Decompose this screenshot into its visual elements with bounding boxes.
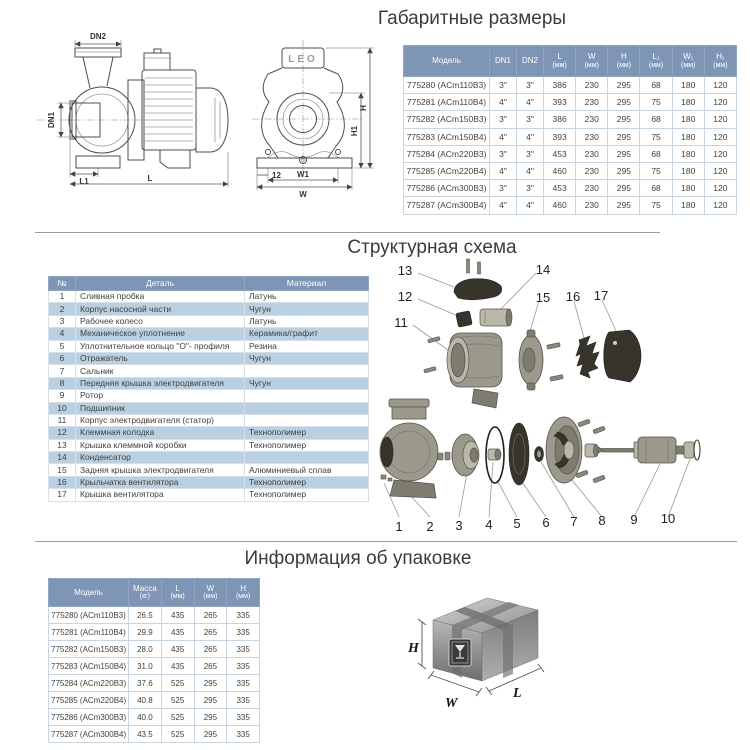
cell: 775284 (ACm220B3) (49, 675, 129, 692)
cell: Чугун (245, 303, 369, 315)
cell: 525 (161, 675, 194, 692)
cell: 295 (608, 197, 640, 214)
cell: Корпус электродвигателя (статор) (76, 414, 245, 426)
cell: 775281 (ACm110B4) (404, 94, 490, 111)
cell: 295 (608, 111, 640, 128)
packaging-table (48, 578, 260, 743)
part-number: 6 (542, 515, 550, 530)
column-header: W₁ (мм) (672, 46, 704, 77)
column-header: H₁ (мм) (704, 46, 736, 77)
header-row (49, 579, 260, 607)
cell: 435 (161, 624, 194, 641)
table-row (49, 402, 369, 414)
cell: 1 (49, 291, 76, 303)
cell: Конденсатор (76, 452, 245, 464)
dim-label-bolt: 12 (272, 171, 281, 180)
cell: 775280 (ACm110B3) (404, 77, 490, 94)
part-number: 14 (535, 262, 551, 277)
column-header: № (49, 277, 76, 291)
column-header: H (мм) (608, 46, 640, 77)
fragile-icon (449, 639, 471, 666)
cell: Алюминиевый сплав (245, 464, 369, 476)
cell: 335 (227, 692, 260, 709)
cell: 180 (672, 77, 704, 94)
table-row (404, 162, 737, 179)
table-row (49, 464, 369, 476)
part-number: 5 (513, 516, 521, 531)
part-number: 8 (598, 513, 606, 528)
table-row (404, 94, 737, 111)
section-divider (35, 232, 660, 233)
table-row (49, 726, 260, 743)
cell: 75 (640, 162, 672, 179)
section-title-packaging: Информация об упаковке (244, 548, 472, 569)
cell: 775287 (ACm300B4) (404, 197, 490, 214)
tape-strip (503, 626, 513, 678)
cell: 10 (49, 402, 76, 414)
cell: 31.0 (129, 658, 162, 675)
cell: 3" (517, 180, 544, 197)
brand-logo: LEO (288, 54, 318, 65)
part-number: 3 (455, 518, 463, 533)
cell: 775286 (ACm300B3) (404, 180, 490, 197)
part-number: 2 (426, 519, 434, 534)
column-header: Деталь (76, 277, 245, 291)
cell: Керамика/графит (245, 328, 369, 340)
mechanical-seal-part (488, 449, 501, 460)
column-header: Модель (404, 46, 490, 77)
dim-label-h1: H1 (350, 125, 359, 137)
column-header: L (мм) (544, 46, 576, 77)
cell: 435 (161, 641, 194, 658)
cell: 295 (194, 692, 227, 709)
gland-part (535, 447, 544, 462)
table-row (404, 77, 737, 94)
cell: 68 (640, 111, 672, 128)
cell: 75 (640, 197, 672, 214)
cell: Сливная пробка (76, 291, 245, 303)
cell: 3 (49, 315, 76, 327)
cell: 335 (227, 726, 260, 743)
part-number: 12 (397, 289, 413, 304)
table-row (49, 476, 369, 488)
cell: Технополимер (245, 489, 369, 501)
cell: Механическое уплотнение (76, 328, 245, 340)
cell: Технополимер (245, 476, 369, 488)
table-row (49, 439, 369, 451)
cell: Латунь (245, 291, 369, 303)
table-row (404, 145, 737, 162)
cell (245, 414, 369, 426)
table-row (404, 111, 737, 128)
drain-plug-part (381, 475, 392, 481)
cell: Чугун (245, 377, 369, 389)
exploded-parts-diagram (378, 256, 750, 556)
dim-label-h: H (359, 105, 368, 111)
cell: 435 (161, 607, 194, 624)
cell: 8 (49, 377, 76, 389)
part-number: 15 (535, 290, 551, 305)
cell: Клеммная колодка (76, 427, 245, 439)
cell: 295 (608, 180, 640, 197)
pump-side-view-drawing (36, 32, 228, 187)
cell: 386 (544, 111, 576, 128)
cell: 775280 (ACm110B3) (49, 607, 129, 624)
cell: Передняя крышка электродвигателя (76, 377, 245, 389)
cell: 525 (161, 726, 194, 743)
cell: 460 (544, 197, 576, 214)
cell: 295 (608, 128, 640, 145)
cell: 230 (576, 145, 608, 162)
column-header: Материал (245, 277, 369, 291)
cell: 75 (640, 94, 672, 111)
table-row (404, 128, 737, 145)
cell: 120 (704, 145, 736, 162)
cell: 180 (672, 180, 704, 197)
cell: Корпус насосной части (76, 303, 245, 315)
cell: Ротор (76, 390, 245, 402)
cell: 295 (194, 675, 227, 692)
cell: Крышка вентилятора (76, 489, 245, 501)
cell: 75 (640, 128, 672, 145)
cell: 265 (194, 658, 227, 675)
part-number: 7 (570, 514, 578, 529)
table-row (49, 303, 369, 315)
cell: Сальник (76, 365, 245, 377)
table-row (49, 377, 369, 389)
table-row (49, 328, 369, 340)
table-row (49, 365, 369, 377)
table-row (49, 489, 369, 501)
part-number: 10 (660, 511, 676, 526)
cell: 230 (576, 197, 608, 214)
cell: 68 (640, 145, 672, 162)
cell: 120 (704, 197, 736, 214)
table-row (49, 641, 260, 658)
column-header: Модель (49, 579, 129, 607)
column-header: W (мм) (576, 46, 608, 77)
cell: 335 (227, 675, 260, 692)
cell: 775287 (ACm300B4) (49, 726, 129, 743)
rotor-part (585, 437, 684, 463)
column-header: DN1 (490, 46, 517, 77)
cell: 15 (49, 464, 76, 476)
table-row (49, 427, 369, 439)
capacitor-part (480, 309, 512, 326)
cell: 393 (544, 128, 576, 145)
table-row (49, 658, 260, 675)
cell: 68 (640, 77, 672, 94)
table-row (49, 414, 369, 426)
cell: 386 (544, 77, 576, 94)
cell: 230 (576, 162, 608, 179)
cell: 68 (640, 180, 672, 197)
section-divider (35, 541, 737, 542)
cell: 335 (227, 607, 260, 624)
cell: 4" (490, 128, 517, 145)
cell: 120 (704, 128, 736, 145)
cell: 295 (608, 145, 640, 162)
cell: 460 (544, 162, 576, 179)
cell: 775282 (ACm150B3) (49, 641, 129, 658)
column-header: Масса (кг) (129, 579, 162, 607)
cell: 9 (49, 390, 76, 402)
cell: 265 (194, 607, 227, 624)
cell: 295 (194, 726, 227, 743)
cell: 3" (490, 111, 517, 128)
cell: 13 (49, 439, 76, 451)
cell: Технополимер (245, 427, 369, 439)
pump-dimension-drawings (30, 28, 395, 223)
packaging-box-drawing (405, 595, 600, 730)
table-row (404, 180, 737, 197)
table-row (49, 352, 369, 364)
cell: 3" (517, 111, 544, 128)
impeller-part (452, 434, 479, 476)
header-row (404, 46, 737, 77)
cell: 4" (490, 94, 517, 111)
cell: 775283 (ACm150B4) (404, 128, 490, 145)
cell: Крыльчатка вентилятора (76, 476, 245, 488)
cell: 453 (544, 145, 576, 162)
cell: 11 (49, 414, 76, 426)
cell: 3" (490, 145, 517, 162)
cell: 775285 (ACm220B4) (404, 162, 490, 179)
terminal-block-part (456, 311, 473, 328)
cell: 265 (194, 641, 227, 658)
cell: Латунь (245, 315, 369, 327)
section-title-structure: Структурная схема (347, 237, 517, 258)
cell: 775284 (ACm220B3) (404, 145, 490, 162)
box-dim-h: H (408, 641, 419, 656)
cell: 335 (227, 641, 260, 658)
cell: 230 (576, 94, 608, 111)
cell: 230 (576, 77, 608, 94)
cell: 17 (49, 489, 76, 501)
cell: 435 (161, 658, 194, 675)
cell (245, 390, 369, 402)
cell: Задняя крышка электродвигателя (76, 464, 245, 476)
cell: 775286 (ACm300B3) (49, 709, 129, 726)
dimensions-table (403, 45, 737, 215)
cell: 40.8 (129, 692, 162, 709)
part-numbers (394, 262, 675, 534)
cell: 120 (704, 77, 736, 94)
cell: 230 (576, 180, 608, 197)
cell: 4" (517, 128, 544, 145)
cell: 29.9 (129, 624, 162, 641)
table-row (49, 452, 369, 464)
cell: Уплотнительное кольцо "О"- профиля (76, 340, 245, 352)
cell: 180 (672, 145, 704, 162)
stator-body-part (424, 333, 502, 408)
cell: Крышка клеммной коробки (76, 439, 245, 451)
box-dim-w: W (445, 696, 458, 711)
cell: 4" (517, 94, 544, 111)
cell: 28.0 (129, 641, 162, 658)
cell: 335 (227, 709, 260, 726)
column-header: W (мм) (194, 579, 227, 607)
cell: 2 (49, 303, 76, 315)
cell: 775283 (ACm150B4) (49, 658, 129, 675)
cell: Резина (245, 340, 369, 352)
cell: 180 (672, 162, 704, 179)
dim-label-dn2: DN2 (89, 32, 107, 41)
cell: 40.0 (129, 709, 162, 726)
cell: 12 (49, 427, 76, 439)
cell: 180 (672, 111, 704, 128)
cell: 230 (576, 111, 608, 128)
cell: 265 (194, 624, 227, 641)
cell: 775281 (ACm110B4) (49, 624, 129, 641)
cell: 120 (704, 94, 736, 111)
cell: 5 (49, 340, 76, 352)
cell: 180 (672, 197, 704, 214)
cell: 16 (49, 476, 76, 488)
table-row (49, 390, 369, 402)
cell: 295 (608, 77, 640, 94)
box-dim-l: L (513, 686, 522, 701)
table-row (404, 197, 737, 214)
dim-label-w: W (299, 190, 307, 199)
cell: Рабочее колесо (76, 315, 245, 327)
cell: 3" (517, 145, 544, 162)
cell: 4 (49, 328, 76, 340)
cell: 230 (576, 128, 608, 145)
pump-front-view-drawing (252, 40, 374, 199)
cell: 335 (227, 624, 260, 641)
header-row (49, 277, 369, 291)
cell: 393 (544, 94, 576, 111)
cell: 3" (490, 77, 517, 94)
dim-label-l: L (147, 174, 153, 183)
column-header: L₁ (мм) (640, 46, 672, 77)
cell: 335 (227, 658, 260, 675)
table-row (49, 675, 260, 692)
cell: 7 (49, 365, 76, 377)
column-header: L (мм) (161, 579, 194, 607)
cell: 3" (490, 180, 517, 197)
table-row (49, 692, 260, 709)
box (433, 598, 538, 681)
table-row (49, 624, 260, 641)
cell: 295 (608, 94, 640, 111)
section-title-dimensions: Габаритные размеры (377, 8, 567, 29)
cell: 26.5 (129, 607, 162, 624)
cell (245, 402, 369, 414)
cell: 14 (49, 452, 76, 464)
leader-lines (384, 273, 690, 517)
fan-cover-part (604, 330, 641, 382)
rear-cover-part (519, 330, 563, 390)
cell: 120 (704, 180, 736, 197)
dim-label-l1: L1 (79, 177, 89, 186)
cell: Чугун (245, 352, 369, 364)
cell: 120 (704, 162, 736, 179)
table-row (49, 291, 369, 303)
fan-part (576, 336, 599, 378)
part-number: 4 (485, 517, 493, 532)
part-number: 1 (395, 519, 403, 534)
dim-label-dn1: DN1 (47, 111, 56, 129)
cell: 525 (161, 709, 194, 726)
cell: 525 (161, 692, 194, 709)
cell: 775282 (ACm150B3) (404, 111, 490, 128)
cell: 4" (490, 162, 517, 179)
table-row (49, 315, 369, 327)
pump-casing-part (380, 399, 438, 498)
cell: 37.6 (129, 675, 162, 692)
cell: 120 (704, 111, 736, 128)
table-row (49, 607, 260, 624)
part-number: 9 (630, 512, 638, 527)
dim-label-w1: W1 (297, 170, 309, 179)
cell: 3" (517, 77, 544, 94)
cell: 295 (608, 162, 640, 179)
part-number: 17 (593, 288, 609, 303)
cell: 6 (49, 352, 76, 364)
cell: 43.5 (129, 726, 162, 743)
cell: 180 (672, 94, 704, 111)
cell: 453 (544, 180, 576, 197)
part-number: 11 (394, 315, 408, 330)
cell: Отражатель (76, 352, 245, 364)
table-row (49, 340, 369, 352)
cell: 295 (194, 709, 227, 726)
cell: 4" (517, 197, 544, 214)
cell: 4" (517, 162, 544, 179)
part-number: 16 (565, 289, 581, 304)
cell (245, 365, 369, 377)
parts-table (48, 276, 369, 502)
column-header: DN2 (517, 46, 544, 77)
terminal-cover-part (454, 259, 502, 300)
column-header: H (мм) (227, 579, 260, 607)
cell: 180 (672, 128, 704, 145)
cell (245, 452, 369, 464)
part-number: 13 (397, 263, 413, 278)
deflector-part (509, 423, 529, 485)
table-row (49, 709, 260, 726)
cell: Подшипник (76, 402, 245, 414)
cell: Технополимер (245, 439, 369, 451)
cell: 4" (490, 197, 517, 214)
bearing-part (684, 440, 700, 460)
cell: 775285 (ACm220B4) (49, 692, 129, 709)
